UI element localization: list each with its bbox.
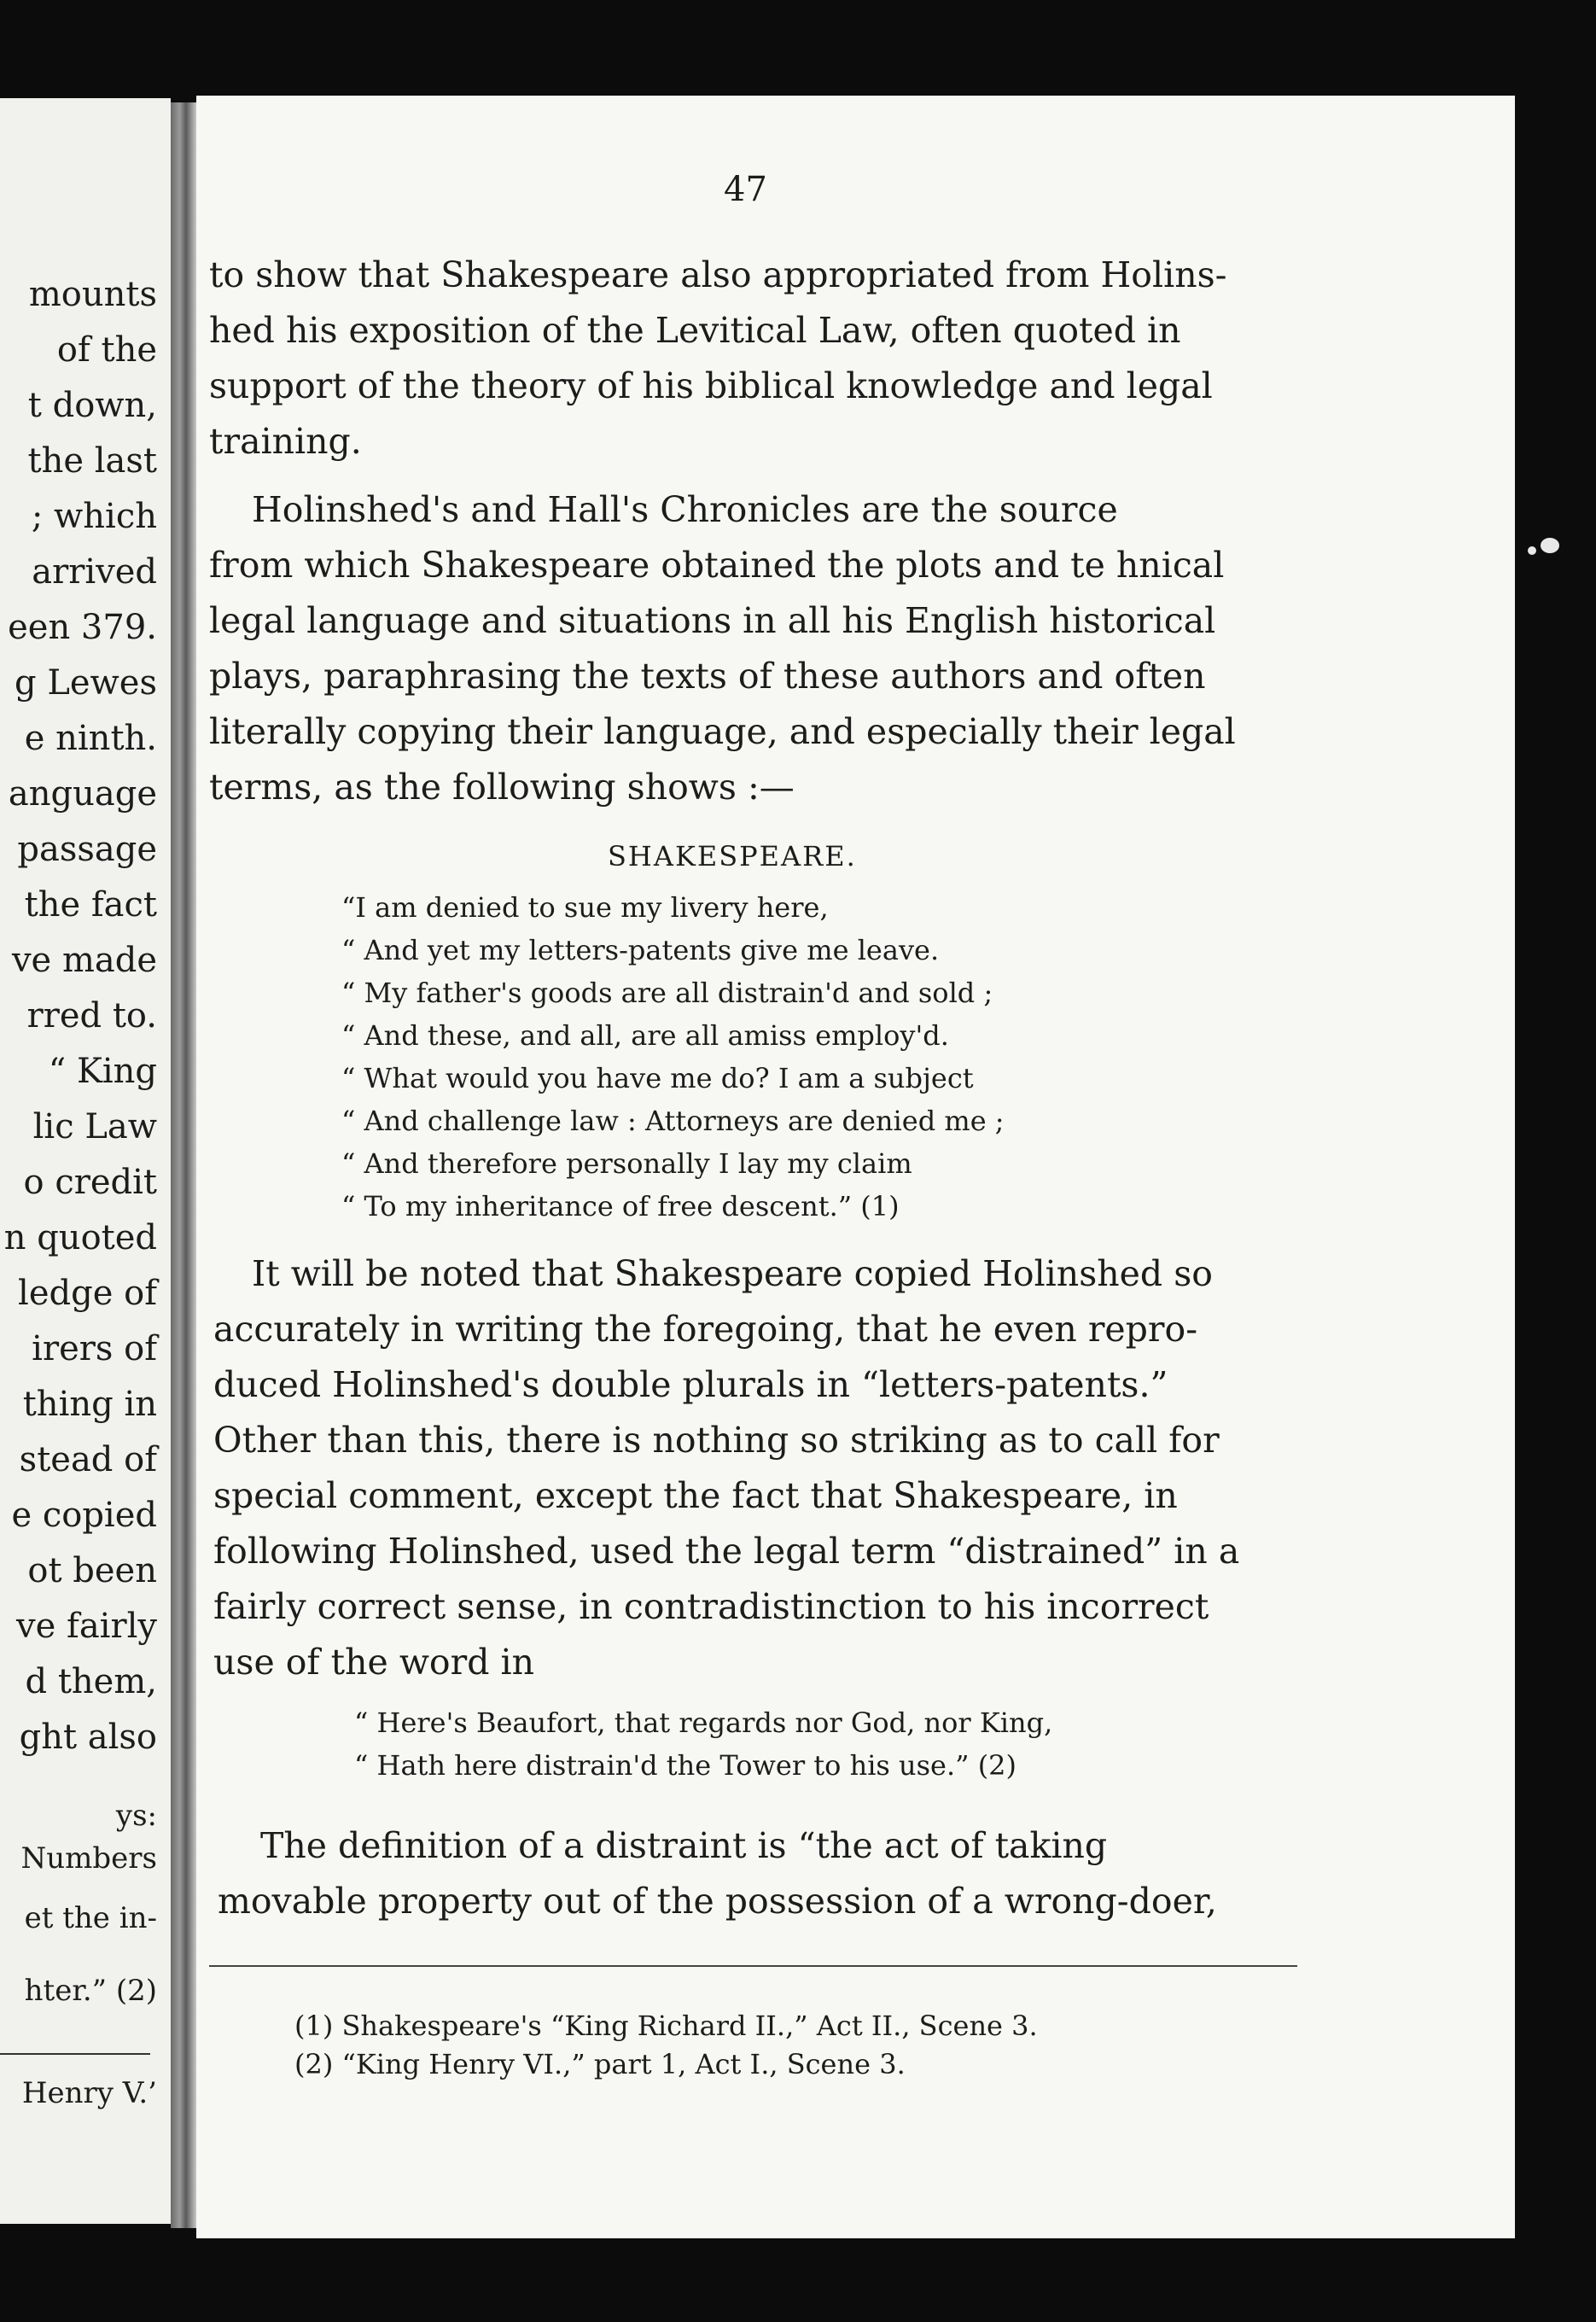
text-line: from which Shakespeare obtained the plots and te hnical	[209, 545, 1225, 586]
left-text-line: rred to.	[26, 996, 157, 1036]
left-text-line: ght also	[19, 1718, 157, 1757]
quote-line: “ Hath here distrain'd the Tower to his use.” (2)	[354, 1749, 1017, 1782]
quote-line: “ My father's goods are all distrain'd and sold ;	[341, 977, 993, 1009]
quote-line: “I am denied to sue my livery here,	[341, 891, 829, 924]
footnote: (2) “King Henry VI.,” part 1, Act I., Scene 3.	[294, 2048, 906, 2080]
text-line: to show that Shakespeare also appropriated from Holins-	[209, 254, 1227, 295]
left-text-line: mounts	[28, 275, 157, 314]
text-line: hed his exposition of the Levitical Law, often quoted in	[209, 310, 1181, 351]
text-line: accurately in writing the foregoing, that he even repro-	[213, 1309, 1198, 1350]
left-text-line: “ King	[48, 1052, 157, 1091]
text-line: movable property out of the possession of a wrong-doer,	[218, 1881, 1217, 1922]
footnote: (1) Shakespeare's “King Richard II.,” Act II., Scene 3.	[294, 2010, 1038, 2042]
left-text-line: een 379.	[8, 608, 157, 647]
text-line: plays, paraphrasing the texts of these authors and often	[209, 656, 1206, 697]
text-line: following Holinshed, used the legal term “distrained” in a	[213, 1531, 1240, 1572]
left-text-line: hter.” (2)	[24, 1974, 157, 2008]
left-text-line: e ninth.	[24, 719, 157, 758]
left-text-line: et the in-	[24, 1901, 157, 1935]
text-line: legal language and situations in all his English historical	[209, 600, 1216, 641]
left-text-line: ; which	[31, 497, 157, 536]
text-line: It will be noted that Shakespeare copied Holinshed so	[252, 1253, 1213, 1294]
text-line: use of the word in	[213, 1642, 534, 1683]
quote-line: “ And yet my letters-patents give me leave.	[341, 934, 940, 966]
text-line: support of the theory of his biblical knowledge and legal	[209, 365, 1213, 406]
text-line: training.	[209, 421, 362, 462]
quote-line: “ To my inheritance of free descent.” (1)	[341, 1190, 900, 1222]
left-text-line: ve fairly	[16, 1607, 157, 1646]
left-text-line: arrived	[32, 552, 157, 592]
left-text-line: Numbers	[20, 1841, 157, 1876]
book-gutter	[171, 102, 196, 2228]
left-text-line: the fact	[24, 885, 157, 925]
footnote-rule	[209, 1965, 1297, 1967]
text-line: literally copying their language, and especially their legal	[209, 711, 1236, 752]
left-footnote-rule	[0, 2053, 150, 2055]
quote-line: “ And challenge law : Attorneys are denied me ;	[341, 1105, 1005, 1137]
left-text-line: g Lewes	[15, 663, 157, 703]
left-text-line: stead of	[19, 1440, 157, 1479]
text-line: special comment, except the fact that Shakespeare, in	[213, 1475, 1178, 1516]
left-footnote: Henry V.’	[21, 2076, 157, 2110]
left-text-line: ys:	[115, 1799, 157, 1833]
left-text-line: of the	[56, 330, 157, 370]
text-line: Holinshed's and Hall's Chronicles are the source	[252, 489, 1118, 530]
text-line: fairly correct sense, in contradistinction to his incorrect	[213, 1586, 1209, 1627]
text-line: terms, as the following shows :—	[209, 767, 795, 808]
left-text-line: thing in	[22, 1385, 157, 1424]
text-line: Other than this, there is nothing so striking as to call for	[213, 1420, 1220, 1461]
left-text-line: irers of	[32, 1329, 157, 1368]
left-text-line: the last	[27, 441, 157, 481]
left-text-line: e copied	[11, 1496, 157, 1535]
text-line: duced Holinshed's double plurals in “letters-patents.”	[213, 1364, 1168, 1405]
left-text-line: passage	[17, 830, 157, 869]
left-text-line: ot been	[27, 1551, 157, 1590]
left-text-line: o credit	[23, 1163, 157, 1202]
left-text-line: t down,	[27, 386, 157, 425]
quote-line: “ And therefore personally I lay my claim	[341, 1147, 912, 1180]
section-heading: SHAKESPEARE.	[608, 840, 857, 872]
text-line: The definition of a distraint is “the act of taking	[260, 1825, 1108, 1866]
left-text-line: d them,	[25, 1662, 157, 1701]
left-text-line: n quoted	[3, 1218, 157, 1257]
quote-line: “ And these, and all, are all amiss employ'd.	[341, 1019, 949, 1052]
left-text-line: lic Law	[32, 1107, 157, 1146]
scan-speck	[1541, 538, 1559, 553]
left-text-line: anguage	[8, 774, 157, 814]
right-page	[196, 96, 1515, 2238]
scan-speck	[1528, 546, 1536, 555]
left-text-line: ve made	[11, 941, 157, 980]
quote-line: “ What would you have me do? I am a subject	[341, 1062, 974, 1094]
left-page-fragment	[0, 98, 171, 2224]
page-number: 47	[724, 170, 767, 209]
quote-line: “ Here's Beaufort, that regards nor God, nor King,	[354, 1706, 1053, 1739]
left-text-line: ledge of	[18, 1274, 157, 1313]
